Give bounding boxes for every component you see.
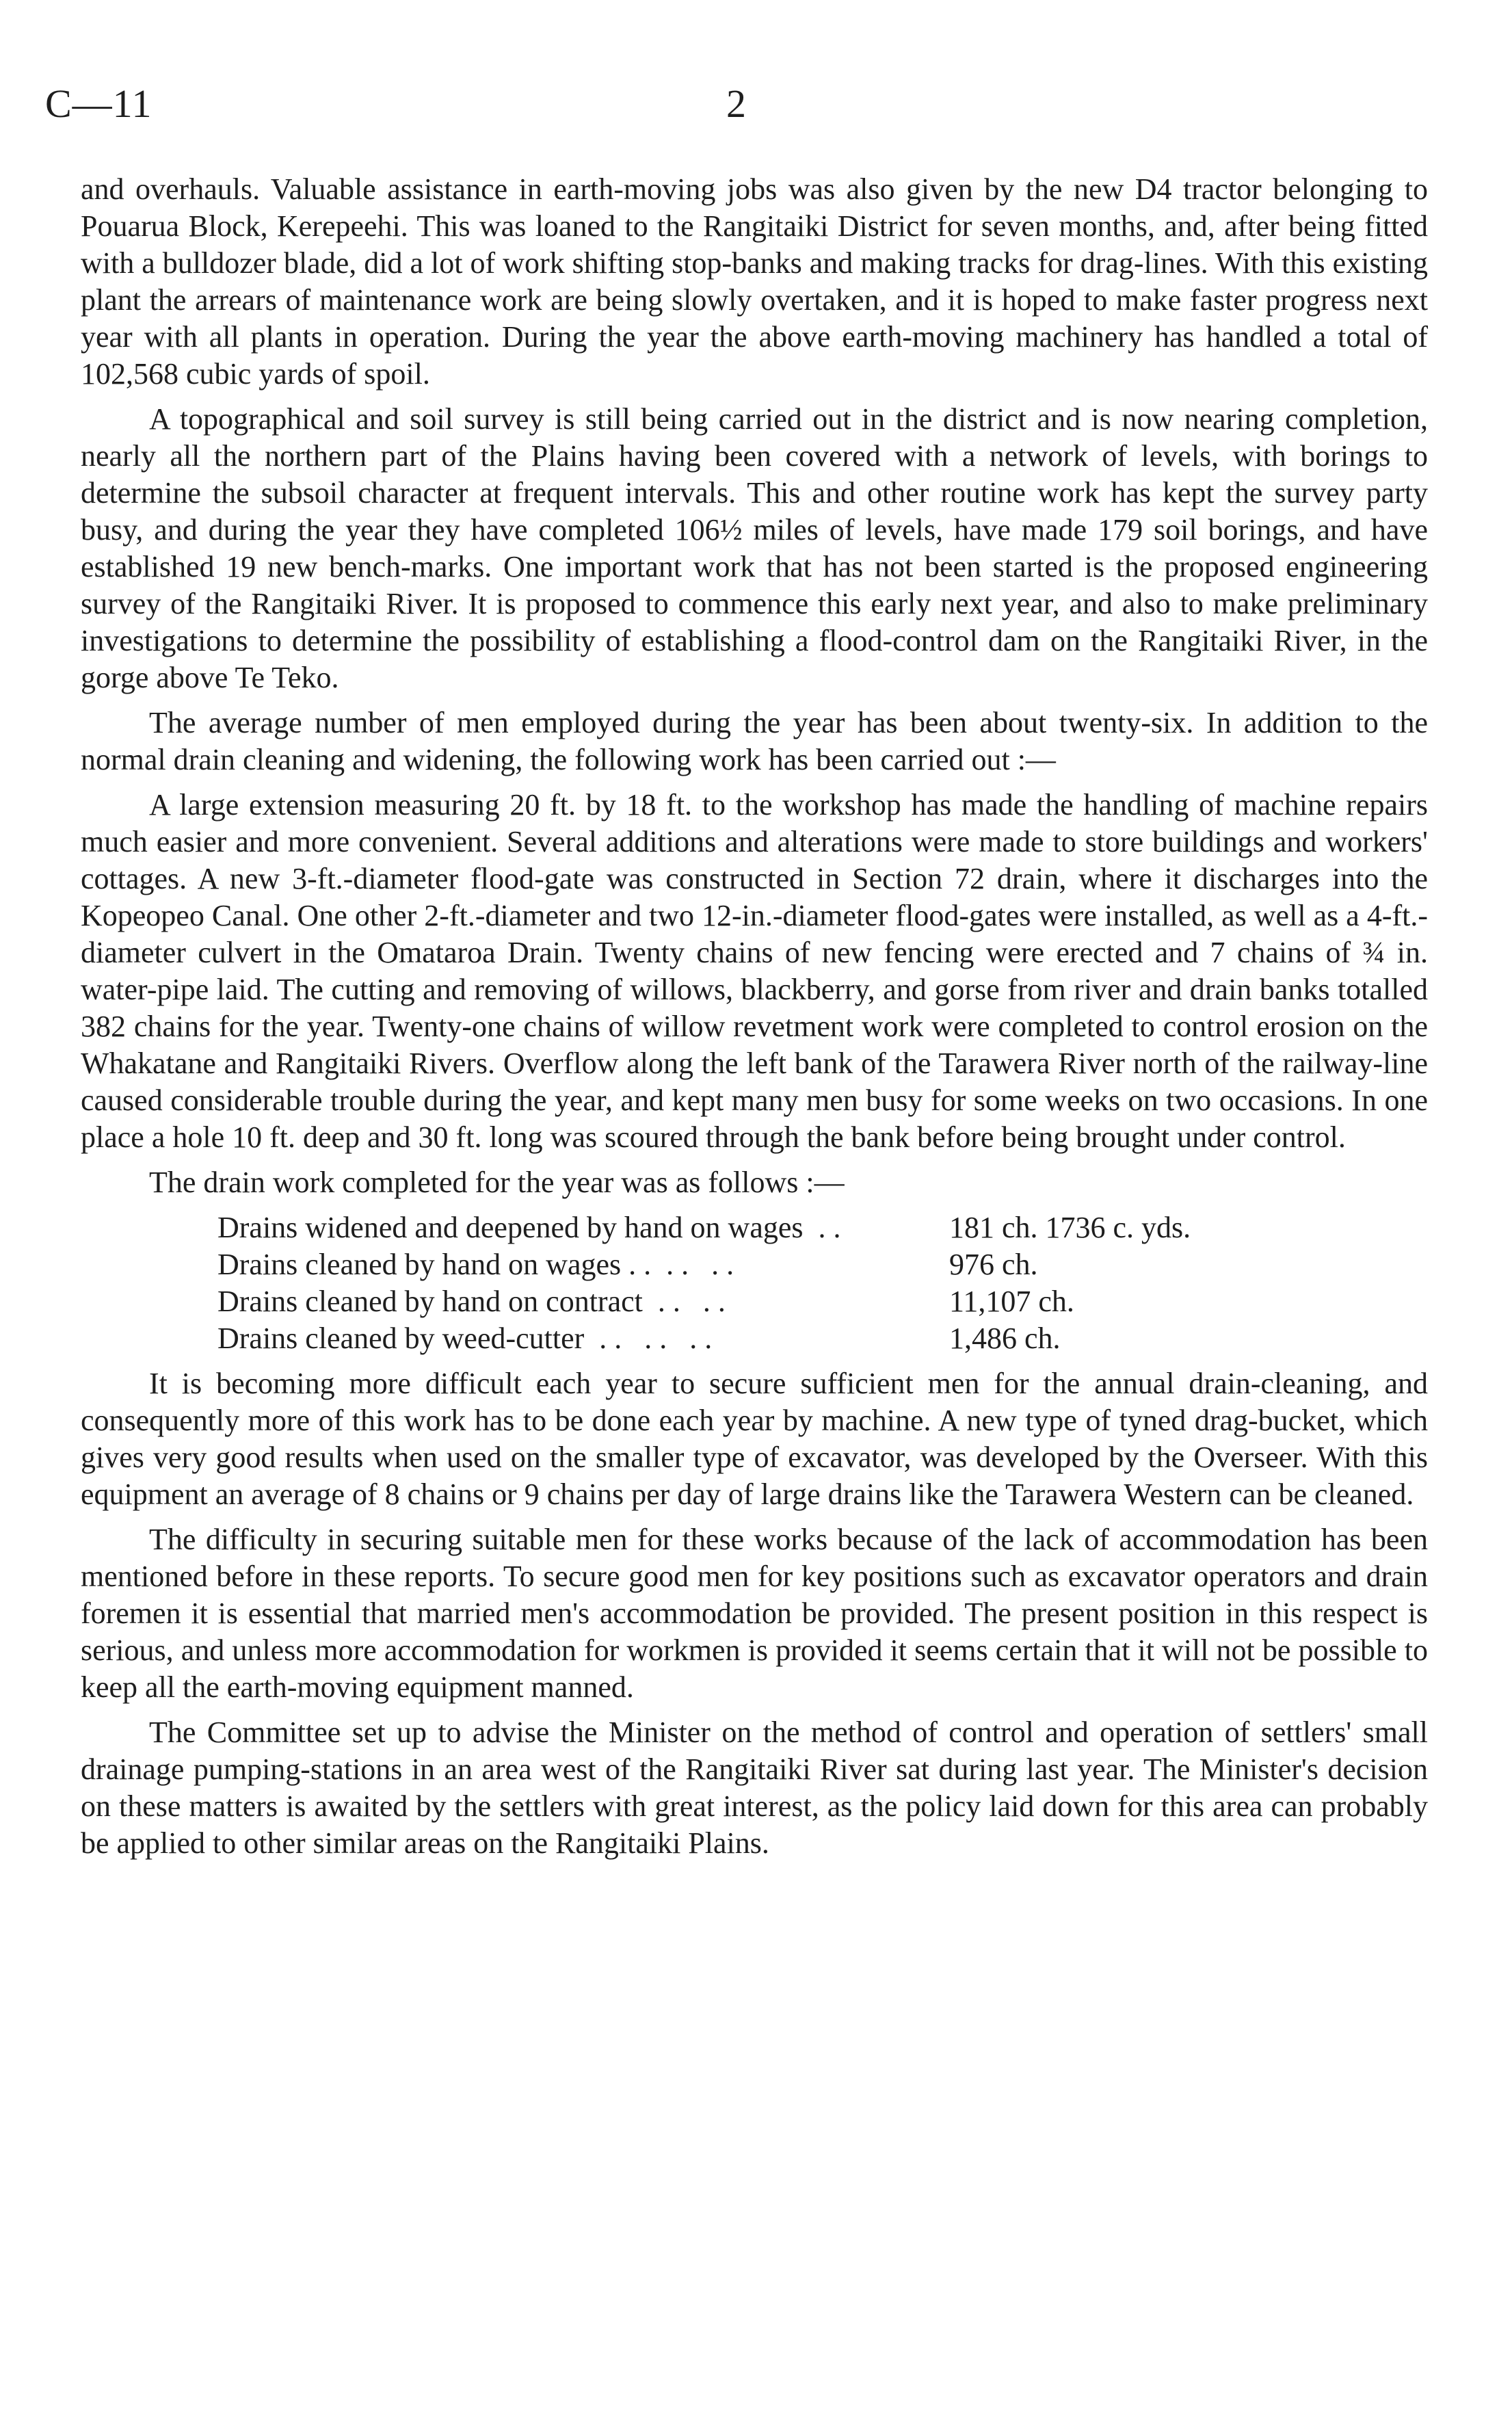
dot-leaders: . . . . xyxy=(651,1248,734,1281)
document-code: C—11 xyxy=(45,81,152,126)
paragraph-committee: The Committee set up to advise the Minister on the method of control and operation of settlers' small drainage pumping-stations in an area west of the Rangitaiki River sat during last year. The Minister's decision on these matters is awaited by the settlers with great interest, as the policy laid down for this area can probably be applied to other similar areas on the Rangitaiki Plains. xyxy=(81,1716,1428,1860)
drain-label xyxy=(217,1209,949,1246)
drain-value: 11,107 ch. xyxy=(949,1285,1074,1318)
table-row xyxy=(217,1320,1360,1357)
paragraph-drain-cleaning: It is becoming more difficult each year to secure sufficient men for the annual drain-cleaning, and consequently more of this work has to be done each year by machine. A new type of tyned drag-bucket, which gives very good results when used on the smaller type of excavator, was developed by the Overseer. With this equipment an average of 8 chains or 9 chains per day of large drains like the Tarawera Western can be cleaned. xyxy=(81,1367,1428,1511)
paragraph-works-carried-out: A large extension measuring 20 ft. by 18 ft. to the workshop has made the handling of machine repairs much easier and more convenient. Several additions and alterations were made to store buildings and workers' cottages. A new 3-ft.-diameter flood-gate was constructed in Section 72 drain, where it discharges into the Kopeopeo Canal. One other 2-ft.-diameter and two 12-in.-diameter flood-gates were installed, as well as a 4-ft.-diameter culvert in the Omataroa Drain. Twenty chains of new fencing were erected and 7 chains of ¾ in. water-pipe laid. The cutting and removing of willows, blackberry, and gorse from river and drain banks totalled 382 chains for the year. Twenty-one chains of willow revetment work were completed to control erosion on the Whakatane and Rangitaiki Rivers. Overflow along the left bank of the Tarawera River north of the railway-line caused considerable trouble during the year, and kept many men busy for some weeks on two occasions. In one place a hole 10 ft. deep and 30 ft. long was scoured through the bank before being brought under control. xyxy=(81,788,1428,1154)
drain-label-text: Drains cleaned by hand on wages . . xyxy=(217,1248,652,1281)
body-text xyxy=(81,171,1428,1870)
drain-work-table xyxy=(217,1209,1360,1357)
dot-leaders: . . . . . . xyxy=(584,1322,713,1355)
paragraph-survey: A topographical and soil survey is still being carried out in the district and is now nearing completion, nearly all the northern part of the Plains having been covered with a network of levels, with borings to determine the subsoil character at frequent intervals. This and other routine work has kept the survey party busy, and during the year they have completed 106½ miles of levels, have made 179 soil borings, and have established 19 new bench-marks. One important work that has not been started is the proposed engineering survey of the Rangitaiki River. It is proposed to commence this early next year, and also to make preliminary investigations to determine the possibility of establishing a flood-control dam on the Rangitaiki River, in the gorge above Te Teko. xyxy=(81,402,1428,694)
paragraph-accommodation: The difficulty in securing suitable men for these works because of the lack of accommodation has been mentioned before in these reports. To secure good men for key positions such as excavator operators and drain foremen it is essential that married men's accommodation be provided. The present position in this respect is serious, and unless more accommodation for workmen is provided it seems certain that it will not be possible to keep all the earth-moving equipment manned. xyxy=(81,1523,1428,1704)
drain-label xyxy=(217,1320,949,1357)
dot-leaders: . . xyxy=(803,1211,841,1244)
table-row xyxy=(217,1209,1360,1246)
paragraph-drain-work-intro: The drain work completed for the year was as follows :— xyxy=(149,1166,845,1199)
drain-value: 1,486 ch. xyxy=(949,1322,1061,1355)
paragraph-men-employed: The average number of men employed during the year has been about twenty-six. In addition to the normal drain cleaning and widening, the following work has been carried out :— xyxy=(81,706,1428,776)
drain-label xyxy=(217,1246,949,1283)
page-header xyxy=(45,81,1468,135)
drain-value: 181 ch. 1736 c. yds. xyxy=(949,1211,1191,1244)
drain-label-text: Drains widened and deepened by hand on wages xyxy=(217,1211,804,1244)
table-row xyxy=(217,1246,1360,1283)
page-number: 2 xyxy=(726,81,746,126)
table-row xyxy=(217,1283,1360,1320)
drain-value: 976 ch. xyxy=(949,1248,1038,1281)
drain-label-text: Drains cleaned by hand on contract xyxy=(217,1285,643,1318)
dot-leaders: . . . . xyxy=(642,1285,726,1318)
drain-label xyxy=(217,1283,949,1320)
paragraph-earth-moving: and overhauls. Valuable assistance in earth-moving jobs was also given by the new D4 tractor belonging to Pouarua Block, Kerepeehi. This was loaned to the Rangitaiki District for seven months, and, after being fitted with a bulldozer blade, did a lot of work shifting stop-banks and making tracks for drag-lines. With this existing plant the arrears of maintenance work are being slowly overtaken, and it is hoped to make faster progress next year with all plants in operation. During the year the above earth-moving machinery has handled a total of 102,568 cubic yards of spoil. xyxy=(81,172,1428,391)
drain-label-text: Drains cleaned by weed-cutter xyxy=(217,1322,585,1355)
